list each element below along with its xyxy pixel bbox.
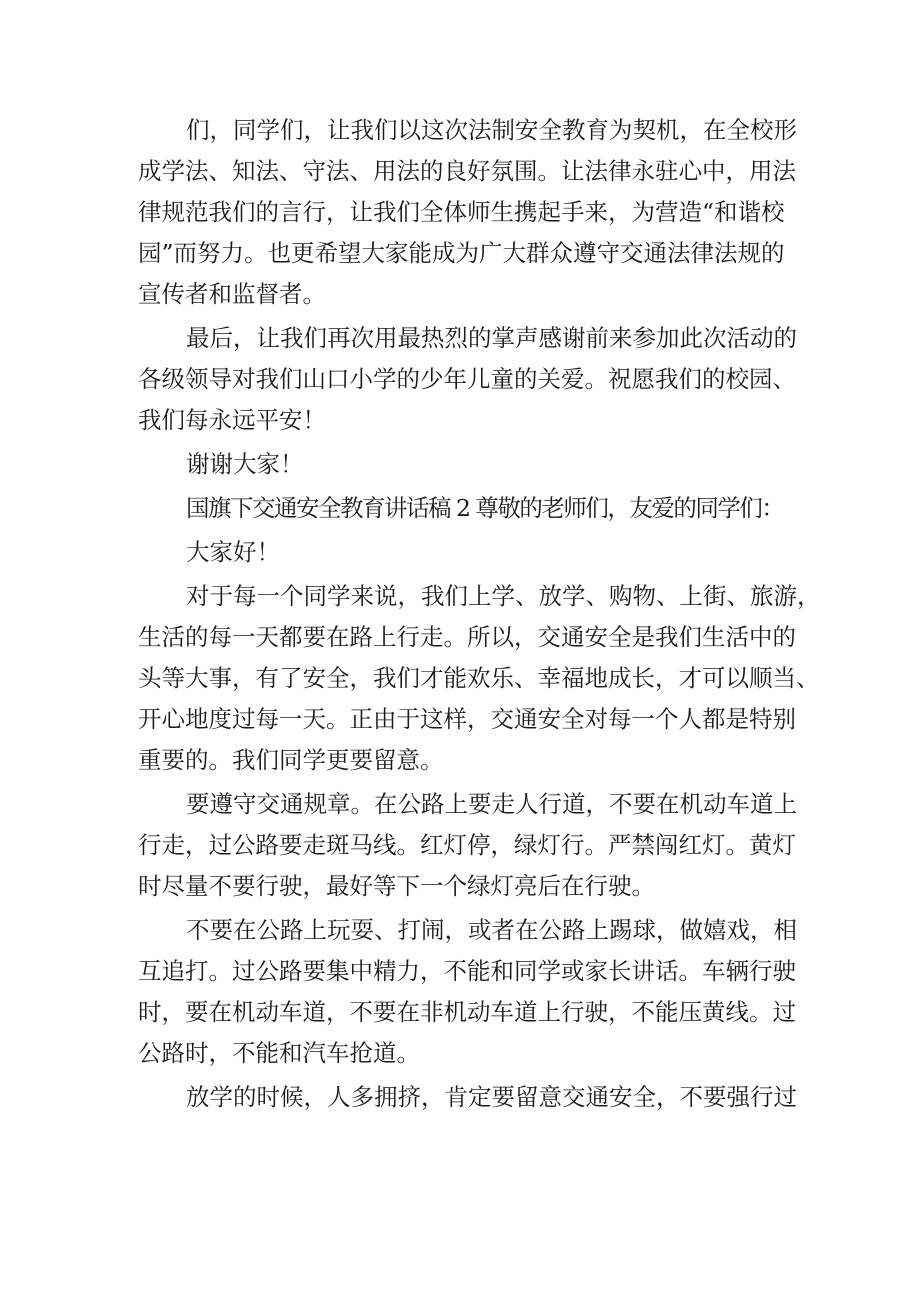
text-line: 最后，让我们再次用最热烈的掌声感谢前来参加此次活动的 xyxy=(186,324,797,352)
text-line: 互追打。过公路要集中精力，不能和同学或家长讲话。车辆行驶 xyxy=(138,957,796,985)
text-line: 行走，过公路要走斑马线。红灯停，绿灯行。严禁闯红灯。黄灯 xyxy=(138,831,796,859)
paragraph xyxy=(138,318,797,441)
paragraph xyxy=(138,532,788,573)
text-line: 们，同学们，让我们以这次法制安全教育为契机，在全校形 xyxy=(186,116,797,144)
text-line: 放学的时候，人多拥挤，肯定要留意交通安全，不要强行过 xyxy=(186,1083,797,1111)
document-page xyxy=(138,110,821,1121)
text-line: 不要在公路上玩耍、打闹，或者在公路上踢球，做嬉戏，相 xyxy=(186,916,797,944)
text-line: 我们每永远平安！ xyxy=(138,406,326,434)
text-line: 宣传者和监督者。 xyxy=(138,280,326,308)
text-line: 各级领导对我们山口小学的少年儿童的关爱。祝愿我们的校园、 xyxy=(138,365,796,393)
text-line: 生活的每一天都要在路上行走。所以，交通安全是我们生活中的 xyxy=(138,623,796,651)
text-line: 国旗下交通安全教育讲话稿 2 尊敬的老师们，友爱的同学们： xyxy=(186,494,784,522)
text-line: 对于每一个同学来说，我们上学、放学、购物、上街、旅游， xyxy=(186,582,821,610)
paragraph xyxy=(138,1077,797,1118)
text-line: 开心地度过每一天。正由于这样，交通安全对每一个人都是特别 xyxy=(138,705,796,733)
paragraph xyxy=(138,444,788,485)
text-line: 成学法、知法、守法、用法的良好氛围。让法律永驻心中，用法 xyxy=(138,157,796,185)
text-line: 公路时，不能和汽车抢道。 xyxy=(138,1039,420,1067)
heading-paragraph xyxy=(138,488,788,529)
paragraph xyxy=(138,784,797,907)
text-line: 大家好！ xyxy=(186,538,280,566)
text-line: 谢谢大家！ xyxy=(186,450,304,478)
paragraph xyxy=(138,110,797,315)
text-line: 园”而努力。也更希望大家能成为广大群众遵守交通法律法规的 xyxy=(138,239,785,267)
text-line: 重要的。我们同学更要留意。 xyxy=(138,746,444,774)
text-line: 律规范我们的言行，让我们全体师生携起手来，为营造“和谐校 xyxy=(138,198,785,226)
text-line: 时尽量不要行驶，最好等下一个绿灯亮后在行驶。 xyxy=(138,872,655,900)
text-line: 头等大事，有了安全，我们才能欢乐、幸福地成长，才可以顺当、 xyxy=(138,664,820,692)
text-line: 要遵守交通规章。在公路上要走人行道，不要在机动车道上 xyxy=(186,790,797,818)
text-line: 时，要在机动车道，不要在非机动车道上行驶，不能压黄线。过 xyxy=(138,998,796,1026)
paragraph xyxy=(138,576,821,781)
paragraph xyxy=(138,910,797,1074)
